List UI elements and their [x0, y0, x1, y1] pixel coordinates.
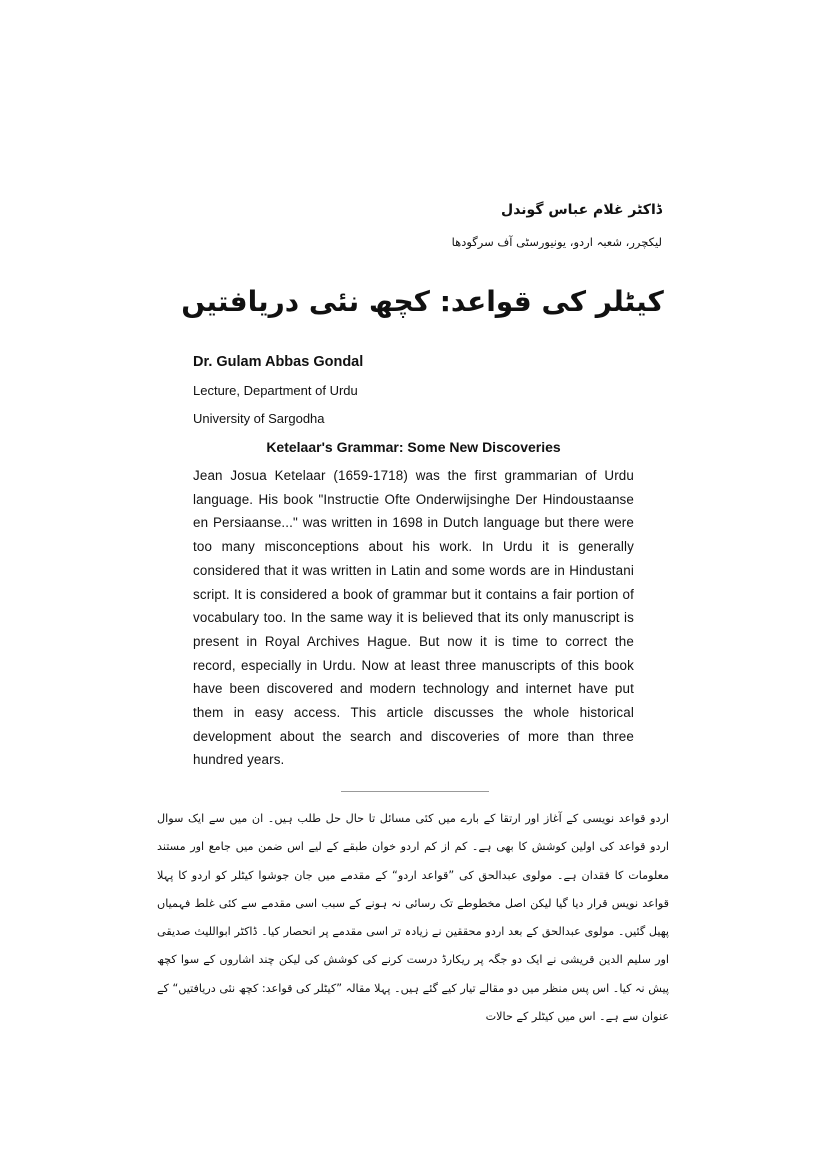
urdu-author-name: ڈاکٹر غلام عباس گوندل — [501, 202, 662, 218]
urdu-article-title: کیٹلر کی قواعد: کچھ نئی دریافتیں — [181, 285, 664, 318]
english-abstract: Jean Josua Ketelaar (1659-1718) was the first grammarian of Urdu language. His book "Instructie Ofte Onderwijsinghe Der Hindoustaanse en Persiaanse..." was written in 1698 in Dutch language but there were too many misconceptions about his work. In Urdu it is generally considered that it was written in Latin and some words are in Hindustani script. It is considered a book of grammar but it contains a fair portion of vocabulary too. In the same way it is believed that its only manuscript is present in Royal Archives Hague. But now it is time to correct the record, especially in Urdu. Now at least three manuscripts of this book have been discovered and modern technology and internet have put them in easy access. This article discusses the whole historical development about the search and discoveries of more than three hundred years. — [193, 468, 634, 768]
english-university: University of Sargodha — [193, 411, 325, 426]
english-author-name: Dr. Gulam Abbas Gondal — [193, 354, 364, 370]
section-divider — [341, 791, 489, 792]
english-article-title: Ketelaar's Grammar: Some New Discoveries — [266, 439, 561, 455]
english-department: Lecture, Department of Urdu — [193, 383, 358, 398]
urdu-author-affiliation: لیکچرر، شعبہ اردو، یونیورسٹی آف سرگودھا — [451, 235, 662, 249]
urdu-body-paragraph: اردو قواعد نویسی کے آغاز اور ارتقا کے بارے میں کئی مسائل تا حال حل طلب ہیں۔ ان میں سے ایک سوال اردو قواعد کی اولین کوشش کا بھی ہے۔ کم از کم اردو خوان طبقے کے لیے اس ضمن میں جامع اور مستند معلومات کا فقدان ہے۔ مولوی عبدالحق کی ”قواعد اردو“ کے مقدمے میں جان جوشوا کیٹلر کو اردو کا پہلا قواعد نویس قرار دیا گیا لیکن اصل مخطوطے تک رسائی نہ ہونے کے سبب اسی مقدمے سے کئی غلط فہمیاں پھیل گئیں۔ مولوی عبدالحق کے بعد اردو محققین نے زیادہ تر اسی مقدمے پر انحصار کیا۔ ڈاکٹر ابواللیث صدیقی اور سلیم الدین قریشی نے ایک دو جگہ پر ریکارڈ درست کرنے کی کوشش کی لیکن چند اشاروں کے سوا کچھ پیش نہ کیا۔ اس پس منظر میں دو مقالے تیار کیے گئے ہیں۔ پہلا مقالہ ”کیٹلر کی قواعد: کچھ نئی دریافتیں“ کے عنوان سے ہے۔ اس میں کیٹلر کے حالات — [157, 812, 669, 1024]
